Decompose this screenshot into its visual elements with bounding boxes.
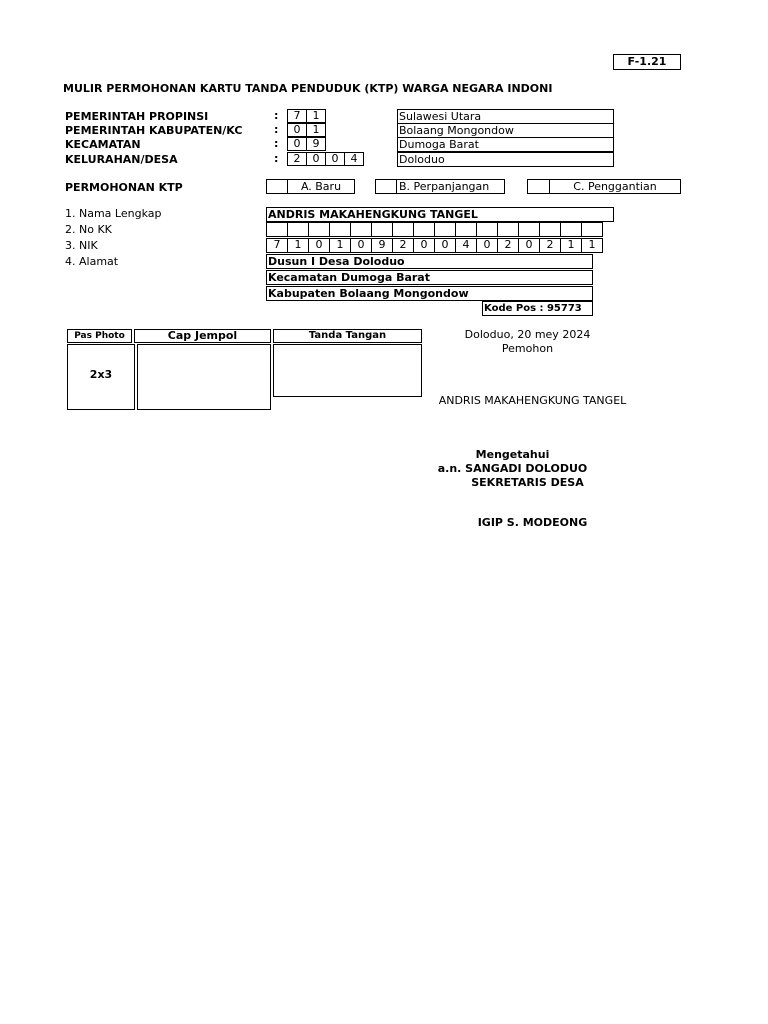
digit-cell: 0 [350, 238, 372, 253]
region-code-kabupaten [287, 123, 325, 137]
cap-jempol-header: Cap Jempol [134, 329, 271, 343]
region-code-propinsi [287, 109, 325, 123]
alamat-line-2: Kecamatan Dumoga Barat [266, 270, 593, 285]
region-label-propinsi: PEMERINTAH PROPINSI [65, 110, 209, 123]
digit-cell [266, 222, 288, 237]
code-cell: 1 [306, 123, 326, 137]
digit-cell [560, 222, 582, 237]
nik-label: 3. NIK [65, 239, 98, 252]
nama-label: 1. Nama Lengkap [65, 207, 162, 220]
option-baru-label: A. Baru [287, 179, 355, 194]
digit-cell [581, 222, 603, 237]
digit-cell: 2 [497, 238, 519, 253]
digit-cell: 2 [539, 238, 561, 253]
jabatan-label: SEKRETARIS DESA [471, 476, 584, 489]
region-label-kecamatan: KECAMATAN [65, 138, 141, 151]
digit-cell [371, 222, 393, 237]
place-date: Doloduo, 20 mey 2024 [464, 328, 591, 341]
digit-cell: 0 [476, 238, 498, 253]
kode-pos: Kode Pos : 95773 [482, 301, 593, 316]
cap-jempol-box [137, 344, 271, 410]
nik-cells [266, 238, 602, 253]
digit-cell [329, 222, 351, 237]
digit-cell: 9 [371, 238, 393, 253]
code-cell: 2 [287, 152, 307, 166]
pemohon-name: ANDRIS MAKAHENGKUNG TANGEL [438, 394, 627, 407]
pas-photo-size: 2x3 [89, 368, 113, 381]
digit-cell [539, 222, 561, 237]
region-colon: : [274, 109, 279, 122]
digit-cell: 1 [287, 238, 309, 253]
region-label-kabupaten: PEMERINTAH KABUPATEN/KC [65, 124, 243, 137]
digit-cell: 0 [518, 238, 540, 253]
nokk-cells [266, 222, 602, 237]
code-cell: 0 [306, 152, 326, 166]
digit-cell [518, 222, 540, 237]
digit-cell: 7 [266, 238, 288, 253]
digit-cell: 0 [434, 238, 456, 253]
pas-photo-box [67, 344, 135, 410]
region-colon: : [274, 137, 279, 150]
digit-cell [413, 222, 435, 237]
alamat-line-3: Kabupaten Bolaang Mongondow [266, 286, 593, 301]
digit-cell [497, 222, 519, 237]
digit-cell [287, 222, 309, 237]
an-label: a.n. SANGADI DOLODUO [437, 462, 588, 475]
region-colon: : [274, 123, 279, 136]
region-name-desa: Doloduo [397, 152, 614, 167]
code-cell: 1 [306, 109, 326, 123]
tanda-tangan-header: Tanda Tangan [273, 329, 422, 343]
digit-cell: 0 [413, 238, 435, 253]
alamat-label: 4. Alamat [65, 255, 119, 268]
digit-cell [308, 222, 330, 237]
nama-value: ANDRIS MAKAHENGKUNG TANGEL [266, 207, 614, 222]
pemohon-role: Pemohon [501, 342, 554, 355]
tanda-tangan-box [273, 344, 422, 397]
form-code: F-1.21 [613, 54, 681, 70]
region-label-desa: KELURAHAN/DESA [65, 153, 178, 166]
region-code-kecamatan [287, 137, 325, 151]
option-baru-checkbox[interactable] [266, 179, 288, 194]
option-penggantian-checkbox[interactable] [527, 179, 550, 194]
region-name-kabupaten: Bolaang Mongondow [397, 123, 614, 138]
digit-cell: 1 [560, 238, 582, 253]
digit-cell: 1 [329, 238, 351, 253]
digit-cell [392, 222, 414, 237]
code-cell: 9 [306, 137, 326, 151]
permohonan-label: PERMOHONAN KTP [65, 181, 183, 194]
region-colon: : [274, 152, 279, 165]
region-name-kecamatan: Dumoga Barat [397, 137, 614, 152]
region-name-propinsi: Sulawesi Utara [397, 109, 614, 124]
digit-cell [476, 222, 498, 237]
form-title: MULIR PERMOHONAN KARTU TANDA PENDUDUK (KTP) WARGA NEGARA INDONI [63, 82, 553, 95]
alamat-line-1: Dusun I Desa Doloduo [266, 254, 593, 269]
code-cell: 7 [287, 109, 307, 123]
digit-cell [434, 222, 456, 237]
digit-cell [350, 222, 372, 237]
code-cell: 0 [287, 123, 307, 137]
official-name: IGIP S. MODEONG [477, 516, 588, 529]
pas-photo-header: Pas Photo [67, 329, 132, 343]
option-penggantian-label: C. Penggantian [549, 179, 681, 194]
digit-cell: 1 [581, 238, 603, 253]
code-cell: 0 [325, 152, 345, 166]
digit-cell: 0 [308, 238, 330, 253]
code-cell: 0 [287, 137, 307, 151]
digit-cell: 4 [455, 238, 477, 253]
mengetahui-label: Mengetahui [475, 448, 550, 461]
digit-cell [455, 222, 477, 237]
option-perpanjangan-label: B. Perpanjangan [396, 179, 505, 194]
code-cell: 4 [344, 152, 364, 166]
option-perpanjangan-checkbox[interactable] [375, 179, 397, 194]
digit-cell: 2 [392, 238, 414, 253]
region-code-desa [287, 152, 363, 166]
nokk-label: 2. No KK [65, 223, 112, 236]
